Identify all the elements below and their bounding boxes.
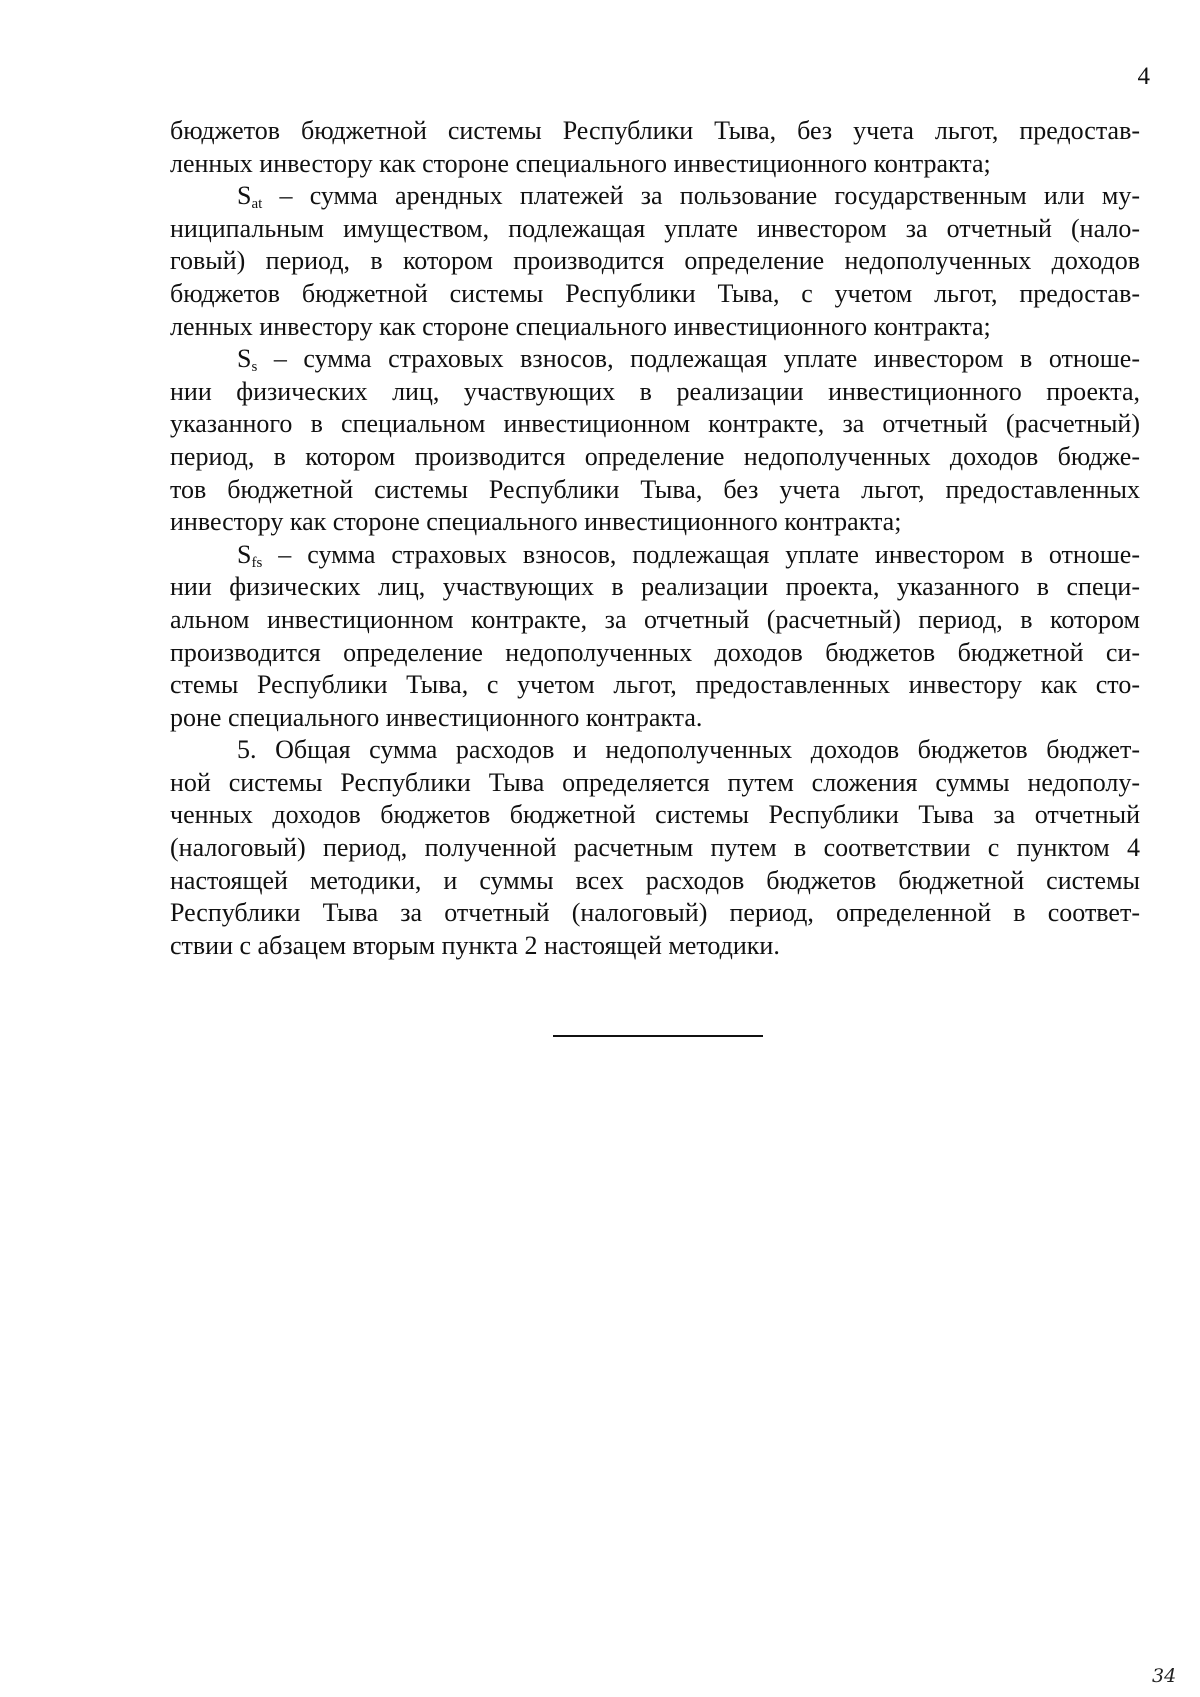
definition-s-s [170,343,1140,539]
text-line: настоящей методики, и суммы всех расходов бюджетов бюджетной системы [170,865,1140,895]
text-line: стемы Республики Тыва, с учетом льгот, предоставленных инвестору как сто- [170,670,1140,700]
definition-text: – сумма страховых взносов, подлежащая уплате инвестором в отноше- [262,539,1140,569]
text-line [170,539,1140,572]
text-line: нии физических лиц, участвующих в реализации инвестиционного проекта, [170,376,1140,406]
paragraph-item-5 [170,734,1140,962]
text-line: ченных доходов бюджетов бюджетной системы Республики Тыва за отчетный [170,800,1140,830]
text-line: ленных инвестору как стороне специального инвестиционного контракта; [170,311,991,341]
text-line: альном инвестиционном контракте, за отчетный (расчетный) период, в котором [170,604,1140,634]
text-line: Республики Тыва за отчетный (налоговый) период, определенной в соответ- [170,898,1140,928]
definition-text: – сумма арендных платежей за пользование государственным или му- [262,181,1140,211]
text-line [170,180,1140,213]
handwritten-page-mark: 34 [1152,1665,1177,1687]
text-line: говый) период, в котором производится определение недополученных доходов [170,246,1140,276]
text-line: роне специального инвестиционного контракта. [170,702,703,732]
text-line: ствии с абзацем вторым пункта 2 настоящей методики. [170,930,780,960]
text-line: период, в котором производится определение недополученных доходов бюдже- [170,441,1140,471]
definition-s-fs [170,539,1140,735]
text-line [170,343,1140,376]
text-line: 5. Общая сумма расходов и недополученных доходов бюджетов бюджет- [237,735,1140,765]
text-line: тов бюджетной системы Республики Тыва, без учета льгот, предоставленных [170,474,1140,504]
text-line: (налоговый) период, полученной расчетным путем в соответствии с пунктом 4 [170,833,1140,863]
symbol-s: S [237,539,252,569]
end-separator-line [553,1035,763,1037]
paragraph-continuation [170,115,1140,180]
symbol-subscript: s [251,359,258,376]
symbol-subscript: fs [251,554,263,571]
text-line: ниципальным имуществом, подлежащая уплате инвестором за отчетный (нало- [170,213,1140,243]
text-line: бюджетов бюджетной системы Республики Тыва, без учета льгот, предостав- [170,116,1140,145]
text-line: бюджетов бюджетной системы Республики Тыва, с учетом льгот, предостав- [170,278,1140,308]
symbol-s: S [237,344,252,374]
definition-s-at [170,180,1140,343]
text-line: производится определение недополученных доходов бюджетов бюджетной си- [170,637,1140,667]
definition-text: – сумма страховых взносов, подлежащая уплате инвестором в отноше- [257,344,1140,374]
symbol-s: S [237,181,252,211]
text-line: ной системы Республики Тыва определяется путем сложения суммы недополу- [170,767,1140,797]
document-body [170,115,1140,962]
text-line: указанного в специальном инвестиционном контракте, за отчетный (расчетный) [170,409,1140,439]
text-line: ленных инвестору как стороне специального инвестиционного контракта; [170,148,991,178]
page-number: 4 [1137,63,1150,90]
symbol-subscript: at [251,196,263,213]
text-line: инвестору как стороне специального инвестиционного контракта; [170,507,902,537]
text-line: нии физических лиц, участвующих в реализации проекта, указанного в специ- [170,572,1140,602]
